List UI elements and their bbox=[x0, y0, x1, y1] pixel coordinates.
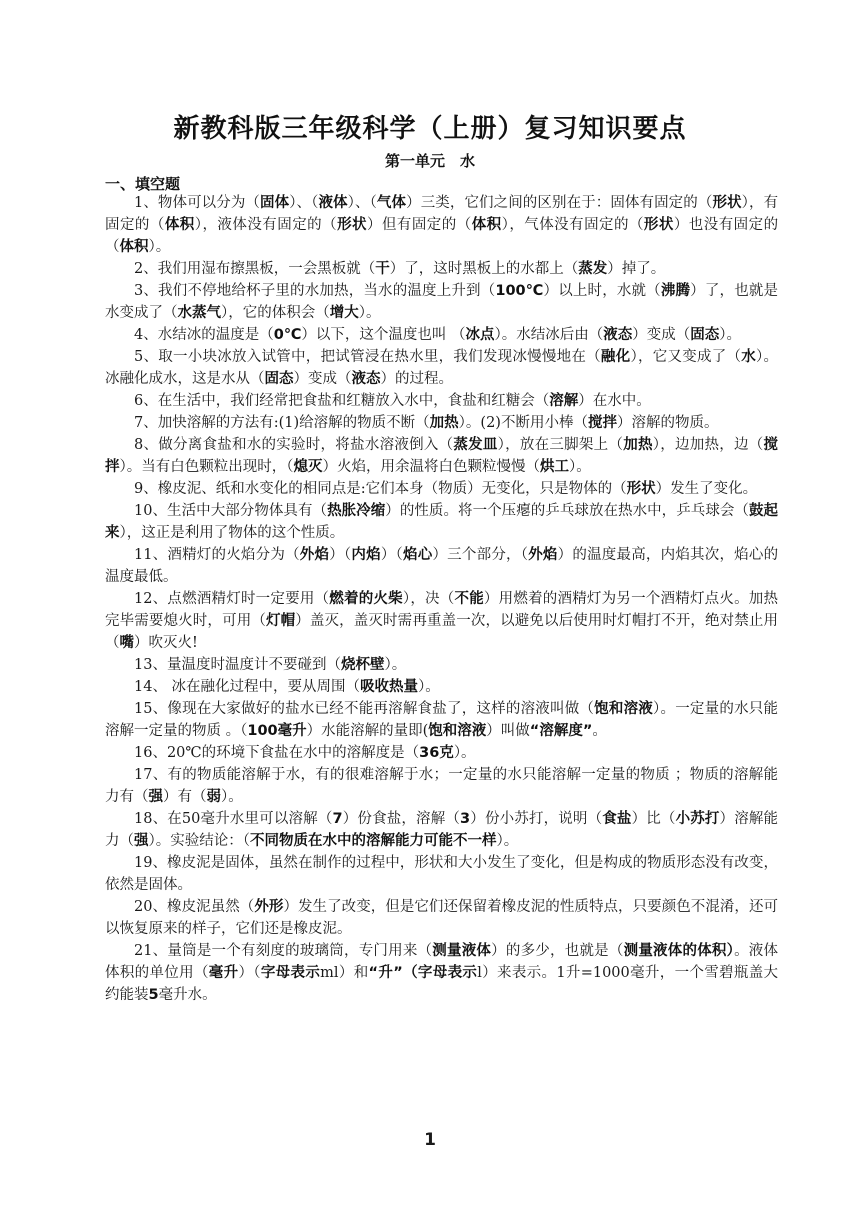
question-text: ）。 bbox=[384, 657, 407, 673]
question-text: ）以下，这个温度也叫 （ bbox=[301, 327, 466, 343]
answer-text: 测量液体的体积） bbox=[623, 943, 735, 959]
answer-text: 增大 bbox=[329, 305, 359, 321]
question-item bbox=[105, 852, 778, 896]
question-text: 5、取一小块冰放入试管中，把试管浸在热水里，我们发现冰慢慢地在（ bbox=[134, 349, 601, 365]
question-item bbox=[105, 258, 778, 280]
document-title: 新教科版三年级科学（上册）复习知识要点 bbox=[173, 114, 687, 144]
question-text: ）。水结冰后由（ bbox=[494, 327, 604, 343]
question-item bbox=[105, 896, 778, 940]
question-text: ）盖灭，盖灭时需再重盖一次，以避免以后使用时灯帽打不开，绝对禁止用（ bbox=[105, 613, 779, 651]
question-text: ）。当有白色颗粒出现时，（ bbox=[119, 459, 294, 475]
question-text: ）三个部分，（ bbox=[432, 547, 529, 563]
answer-text: 加热 bbox=[623, 437, 653, 453]
question-text: ）但有固定的（ bbox=[366, 217, 472, 233]
answer-text: 强 bbox=[148, 789, 163, 805]
question-list bbox=[105, 192, 778, 1006]
question-text: ），它的体积会（ bbox=[221, 305, 330, 321]
question-text: 。液体体积的单位用（ bbox=[105, 943, 779, 981]
answer-text: 搅拌 bbox=[105, 437, 779, 475]
question-text: ）的多少，也就是（ bbox=[491, 943, 624, 959]
question-text: ），它又变成了（ bbox=[630, 349, 742, 365]
question-text: ）。实验结论：（ bbox=[148, 833, 250, 849]
answer-text: 形状 bbox=[337, 217, 367, 233]
page-number: 1 bbox=[424, 1130, 436, 1150]
answer-text: 36克 bbox=[419, 745, 454, 761]
answer-text: 固态 bbox=[264, 371, 294, 387]
question-text: ）。 bbox=[453, 745, 476, 761]
question-text: 17、有的物质能溶解于水，有的很难溶解于水；一定量的水只能溶解一定量的物质 ；物质的溶解能力有（ bbox=[105, 767, 778, 805]
question-item bbox=[105, 676, 778, 698]
answer-text: 熄灭 bbox=[293, 459, 323, 475]
question-item bbox=[105, 742, 778, 764]
answer-text: 液态 bbox=[603, 327, 633, 343]
answer-text: 7 bbox=[332, 811, 343, 827]
question-text: 19、橡皮泥是固体，虽然在制作的过程中，形状和大小发生了变化，但是构成的物质形态没有改变，依然是固体。 bbox=[105, 855, 778, 893]
question-text: 7、加快溶解的方法有:(1)给溶解的物质不断（ bbox=[134, 415, 430, 431]
question-item bbox=[105, 478, 778, 500]
question-text: l）来表示。1升=1000毫升，一个雪碧瓶盖大约能装 bbox=[105, 965, 779, 1003]
question-text: ）、（ bbox=[347, 195, 377, 211]
answer-text: 形状 bbox=[643, 217, 674, 233]
answer-text: 强 bbox=[134, 833, 149, 849]
question-text: ）。 bbox=[148, 239, 171, 255]
question-text: ）发生了改变，但是它们还保留着橡皮泥的性质特点，只要颜色不混淆，还可以恢复原来的样子，它们还是橡皮泥。 bbox=[105, 899, 779, 937]
question-item bbox=[105, 280, 778, 324]
question-text: 6、在生活中，我们经常把食盐和红糖放入水中，食盐和红糖会（ bbox=[134, 393, 550, 409]
question-text: ）（ bbox=[380, 547, 404, 563]
question-text: ）溶解能力（ bbox=[105, 811, 779, 849]
answer-text: 不同物质在水中的溶解能力可能不一样 bbox=[250, 833, 497, 849]
answer-text: 嘴 bbox=[119, 635, 134, 651]
answer-text: 沸腾 bbox=[660, 283, 691, 299]
question-text: 1、物体可以分为（ bbox=[134, 195, 261, 211]
question-text: 4、水结冰的温度是（ bbox=[134, 327, 274, 343]
question-text: ）的温度最高，内焰其次，焰心的温度最低。 bbox=[105, 547, 779, 585]
question-text: ）。 bbox=[569, 459, 591, 475]
question-text: 21、量筒是一个有刻度的玻璃筒，专门用来（ bbox=[134, 943, 433, 959]
answer-text: 烧杯壁 bbox=[340, 657, 385, 673]
answer-text: 气体 bbox=[376, 195, 407, 211]
answer-text: 形状 bbox=[712, 195, 742, 211]
question-text: ）叫做 bbox=[486, 723, 530, 739]
question-text: ），边加热，边（ bbox=[652, 437, 764, 453]
question-text: ）发生了变化。 bbox=[655, 481, 758, 497]
question-text: ）掉了。 bbox=[607, 261, 666, 277]
answer-text: 0℃ bbox=[273, 327, 302, 343]
answer-text: 测量液体 bbox=[432, 943, 492, 959]
answer-text: 燃着的火柴 bbox=[329, 591, 403, 607]
question-text: ）火焰，用余温将白色颗粒慢慢（ bbox=[322, 459, 540, 475]
answer-text: 不能 bbox=[454, 591, 484, 607]
answer-text: 冰点 bbox=[465, 327, 495, 343]
unit-heading: 第一单元 水 bbox=[384, 152, 475, 170]
question-text: ）。 bbox=[221, 789, 243, 805]
question-text: ）。 bbox=[719, 327, 741, 343]
answer-text: 形状 bbox=[626, 481, 656, 497]
question-item bbox=[105, 390, 778, 412]
question-text: ），放在三脚架上（ bbox=[497, 437, 624, 453]
question-text: 毫升水。 bbox=[158, 987, 217, 1003]
question-text: 11、酒精灯的火焰分为（ bbox=[134, 547, 300, 563]
question-text: ），决（ bbox=[402, 591, 455, 607]
answer-text: 灯帽 bbox=[265, 613, 296, 629]
answer-text: 体积 bbox=[471, 217, 502, 233]
question-text: 12、点燃酒精灯时一定要用（ bbox=[134, 591, 330, 607]
question-item bbox=[105, 940, 778, 1006]
answer-text: 融化 bbox=[600, 349, 631, 365]
question-text: 13、量温度时温度计不要碰到（ bbox=[134, 657, 341, 673]
answer-text: 焰心 bbox=[403, 547, 433, 563]
question-text: ），气体没有固定的（ bbox=[501, 217, 644, 233]
answer-text: “升”（字母表示 bbox=[368, 965, 478, 981]
question-text: ）以上时，水就（ bbox=[543, 283, 661, 299]
question-item bbox=[105, 324, 778, 346]
answer-text: 干 bbox=[375, 261, 390, 277]
answer-text: 固体 bbox=[260, 195, 290, 211]
question-text: 。 bbox=[592, 723, 607, 739]
section-heading: 一、填空题 bbox=[105, 175, 181, 193]
answer-text: 毫升 bbox=[208, 965, 239, 981]
question-text: 8、做分离食盐和水的实验时，将盐水溶液倒入（ bbox=[134, 437, 454, 453]
answer-text: 热胀冷缩 bbox=[327, 503, 386, 519]
answer-text: 鼓起来 bbox=[105, 503, 779, 541]
answer-text: 饱和溶液 bbox=[428, 723, 487, 739]
question-text: 15、像现在大家做好的盐水已经不能再溶解食盐了，这样的溶液叫做（ bbox=[134, 701, 595, 717]
question-text: ）（ bbox=[329, 547, 352, 563]
question-text: 10、生活中大部分物体具有（ bbox=[134, 503, 328, 519]
answer-text: 外形 bbox=[254, 899, 284, 915]
question-item bbox=[105, 698, 778, 742]
answer-text: 液态 bbox=[351, 371, 381, 387]
question-text: ）。 bbox=[496, 833, 519, 849]
question-text: ）在水中。 bbox=[578, 393, 651, 409]
answer-text: 3 bbox=[460, 811, 471, 827]
answer-text: 蒸发 bbox=[578, 261, 608, 277]
question-text: ）、（ bbox=[289, 195, 319, 211]
answer-text: 5 bbox=[148, 987, 159, 1003]
answer-text: 饱和溶液 bbox=[594, 701, 654, 717]
answer-text: 溶解 bbox=[549, 393, 579, 409]
answer-text: 水 bbox=[741, 349, 757, 365]
question-text: ）的过程。 bbox=[380, 371, 453, 387]
question-item bbox=[105, 588, 778, 654]
answer-text: 吸收热量 bbox=[360, 679, 419, 695]
answer-text: 字母表示 bbox=[260, 965, 321, 981]
question-text: ）。冰融化成水，这是水从（ bbox=[105, 349, 779, 387]
question-text: ）。 bbox=[418, 679, 440, 695]
question-text: ）了，也就是水变成了（ bbox=[105, 283, 779, 321]
question-text: ），有固定的（ bbox=[105, 195, 779, 233]
question-item bbox=[105, 654, 778, 676]
question-text: ）水能溶解的量即( bbox=[306, 723, 429, 739]
answer-text: 水蒸气 bbox=[177, 305, 221, 321]
question-text: ）。(2)不断用小棒（ bbox=[458, 415, 588, 431]
answer-text: 蒸发皿 bbox=[453, 437, 498, 453]
question-text: ）有（ bbox=[163, 789, 207, 805]
answer-text: 小苏打 bbox=[675, 811, 720, 827]
answer-text: 100毫升 bbox=[247, 723, 307, 739]
answer-text: “溶解度” bbox=[529, 723, 593, 739]
question-item bbox=[105, 544, 778, 588]
question-text: ）吹灭火! bbox=[134, 635, 198, 651]
answer-text: 内焰 bbox=[351, 547, 381, 563]
question-text: 3、我们不停地给杯子里的水加热，当水的温度上升到（ bbox=[134, 283, 496, 299]
question-text: ）。一定量的水只能溶解一定量的物质 。（ bbox=[105, 701, 779, 739]
question-text: ）（ bbox=[238, 965, 261, 981]
question-text: ）也没有固定的（ bbox=[105, 217, 779, 255]
question-text: ）变成（ bbox=[293, 371, 352, 387]
question-text: 18、在50毫升水里可以溶解（ bbox=[134, 811, 333, 827]
answer-text: 弱 bbox=[206, 789, 221, 805]
question-text: 14、 冰在融化过程中，要从周围（ bbox=[134, 679, 361, 695]
question-text: ml）和 bbox=[320, 965, 369, 981]
answer-text: 体积 bbox=[164, 217, 195, 233]
question-item bbox=[105, 764, 778, 808]
answer-text: 加热 bbox=[429, 415, 459, 431]
question-text: ）了，这时黑板上的水都上（ bbox=[389, 261, 579, 277]
question-text: ）的性质。将一个压瘪的乒乓球放在热水中，乒乓球会（ bbox=[385, 503, 749, 519]
question-text: ），这正是利用了物体的这个性质。 bbox=[119, 525, 345, 541]
question-text: ）比（ bbox=[631, 811, 676, 827]
question-text: ）份食盐，溶解（ bbox=[342, 811, 461, 827]
answer-text: 外焰 bbox=[299, 547, 330, 563]
question-item bbox=[105, 808, 778, 852]
answer-text: 体积 bbox=[119, 239, 149, 255]
answer-text: 外焰 bbox=[528, 547, 558, 563]
question-text: 2、我们用湿布擦黑板，一会黑板就（ bbox=[134, 261, 376, 277]
question-text: ）溶解的物质。 bbox=[616, 415, 719, 431]
answer-text: 食盐 bbox=[602, 811, 632, 827]
answer-text: 100℃ bbox=[495, 283, 544, 299]
question-item bbox=[105, 500, 778, 544]
answer-text: 固态 bbox=[690, 327, 720, 343]
answer-text: 搅拌 bbox=[587, 415, 617, 431]
question-text: 9、橡皮泥、纸和水变化的相同点是:它们本身（物质）无变化，只是物体的（ bbox=[134, 481, 627, 497]
question-text: ）用燃着的酒精灯为另一个酒精灯点火。加热完毕需要熄火时，可用（ bbox=[105, 591, 779, 629]
answer-text: 烘工 bbox=[540, 459, 569, 475]
question-item bbox=[105, 346, 778, 390]
question-text: ）三类，它们之间的区别在于：固体有固定的（ bbox=[406, 195, 713, 211]
question-item bbox=[105, 412, 778, 434]
question-text: ），液体没有固定的（ bbox=[194, 217, 338, 233]
question-text: ）。 bbox=[358, 305, 381, 321]
question-item bbox=[105, 192, 778, 258]
question-item bbox=[105, 434, 778, 478]
answer-text: 液体 bbox=[318, 195, 348, 211]
question-text: 20、橡皮泥虽然（ bbox=[134, 899, 255, 915]
question-text: ）份小苏打，说明（ bbox=[470, 811, 603, 827]
question-text: ）变成（ bbox=[632, 327, 691, 343]
question-text: 16、20℃的环境下食盐在水中的溶解度是（ bbox=[134, 745, 420, 761]
